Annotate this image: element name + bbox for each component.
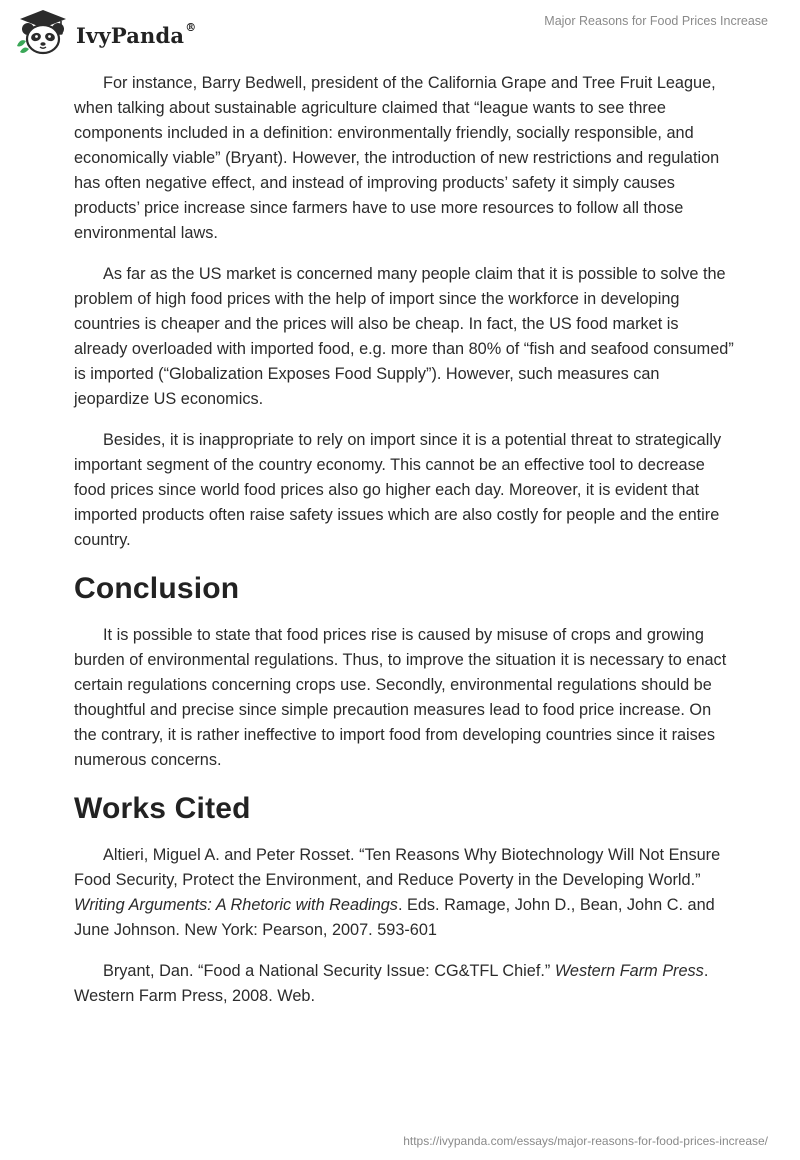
source-url[interactable]: https://ivypanda.com/essays/major-reasons-for-food-prices-increase/ [403, 1134, 768, 1148]
document-title: Major Reasons for Food Prices Increase [544, 14, 768, 28]
body-paragraph-3: Besides, it is inappropriate to rely on import since it is a potential threat to strategically important segment of the country economy. This cannot be an effective tool to decrease food prices since world food prices also go higher each day. Moreover, it is evident that imported products often raise safety issues which are also costly for people and the entire country. [74, 431, 722, 549]
page-header [0, 0, 800, 60]
conclusion-paragraph: It is possible to state that food prices rise is caused by misuse of crops and growing burden of environmental regulations. Thus, to improve the situation it is necessary to enact certain regulations concerning crops use. Secondly, environmental regulations should be thoughtful and precise since simple precaution measures lead to food price increase. On the contrary, it is rather ineffective to import food from developing countries since it raises numerous concerns. [74, 626, 727, 769]
body-paragraph-2: As far as the US market is concerned many people claim that it is possible to solve the problem of high food prices with the help of import since the workforce in developing countries is cheaper and the prices will also be cheap. In fact, the US food market is already overloaded with imported food, e.g. more than 80% of “fish and seafood consumed” is imported (“Globalization Exposes Food Supply”). However, such measures can jeopardize US economics. [74, 265, 734, 408]
body-paragraph-1: For instance, Barry Bedwell, president of the California Grape and Tree Fruit League, when talking about sustainable agriculture claimed that “league wants to see three components included in a definition: environmentally friendly, socially responsible, and economically viable” (Bryant). However, the introduction of new restrictions and regulation has often negative effect, and instead of improving products’ safety it simply causes products’ price increase since farmers have to use more resources to follow all those environmental laws. [74, 74, 720, 242]
ivypanda-logo[interactable] [14, 8, 196, 56]
conclusion-heading: Conclusion [74, 572, 240, 605]
essay-content [74, 71, 734, 1025]
citation-entry: Altieri, Miguel A. and Peter Rosset. “Ten Reasons Why Biotechnology Will Not Ensure Food Security, Protect the Environment, and Reduce Poverty in the Developing World.” Writing Arguments: A Rhetoric with Readings. Eds. Ramage, John D., Bean, John C. and June Johnson. New York: Pearson, 2007. 593-601 [74, 846, 721, 939]
logo-text: IvyPanda® [76, 20, 197, 48]
panda-graduation-cap-icon [14, 8, 72, 56]
citation-entry: Bryant, Dan. “Food a National Security Issue: CG&TFL Chief.” Western Farm Press. Western Farm Press, 2008. Web. [74, 962, 709, 1005]
works-cited-heading: Works Cited [74, 792, 251, 825]
